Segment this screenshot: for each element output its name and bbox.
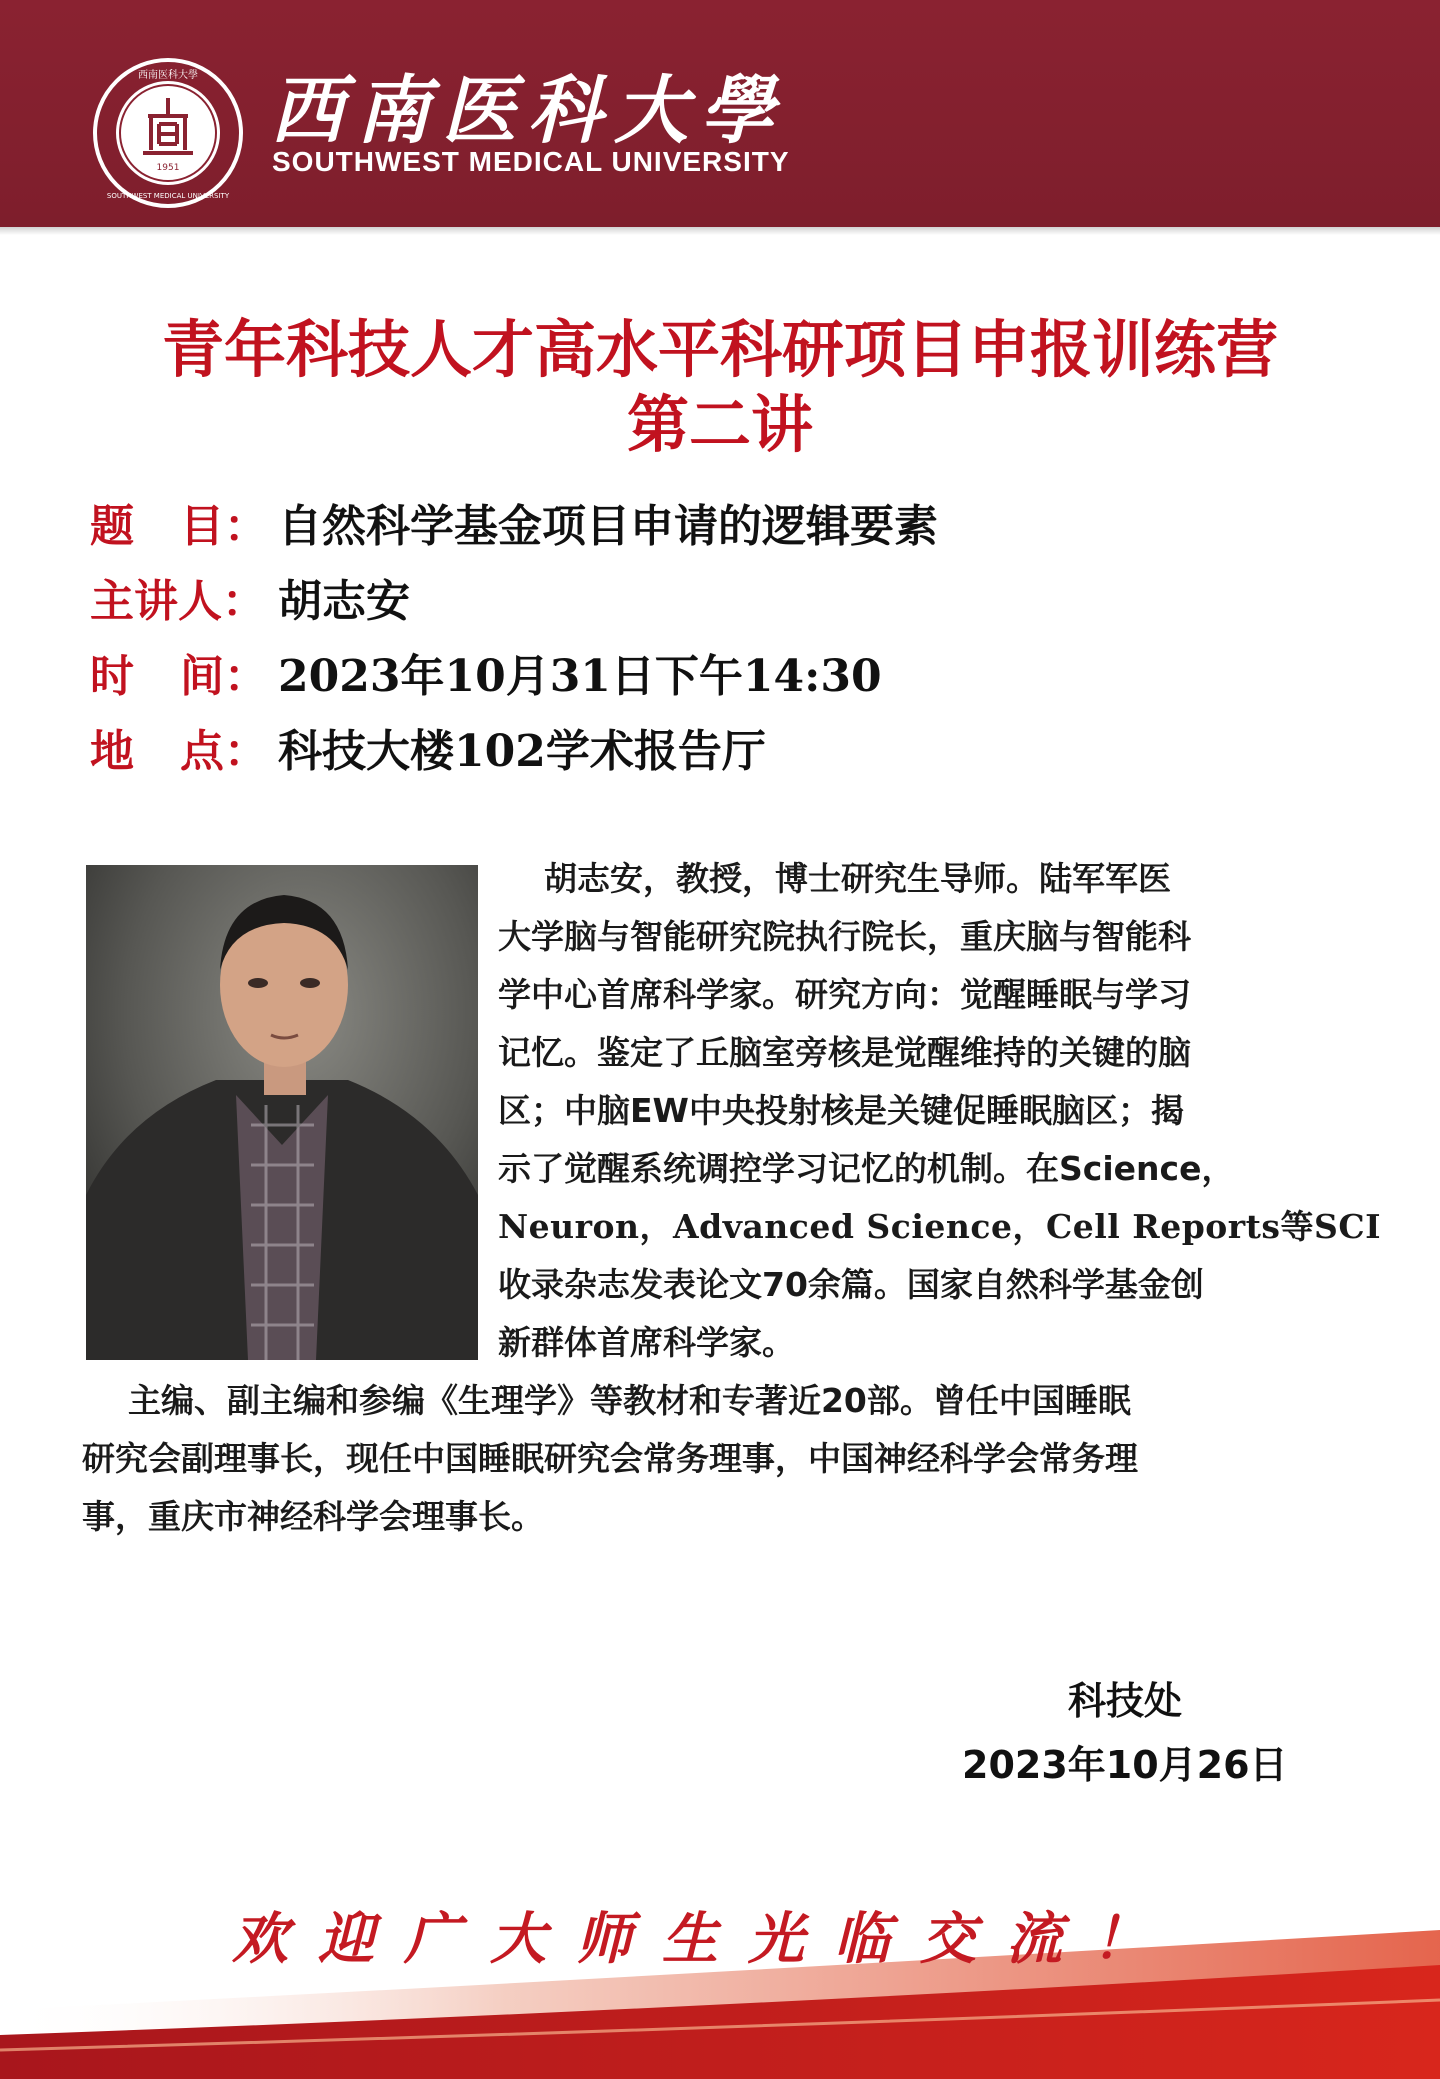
welcome-slogan: 欢迎广大师生光临交流！ xyxy=(232,1906,1178,1972)
bio-line: 学中心首席科学家。研究方向：觉醒睡眠与学习 xyxy=(498,975,1191,1014)
university-name-cn: 西南医科大學 xyxy=(270,68,786,154)
university-name-en: SOUTHWEST MEDICAL UNIVERSITY xyxy=(272,146,790,177)
page-title: 青年科技人才高水平科研项目申报训练营 xyxy=(161,313,1278,386)
bio-line: 大学脑与智能研究院执行院长，重庆脑与智能科 xyxy=(498,917,1191,956)
issuing-department: 科技处 xyxy=(1068,1679,1183,1723)
seal-ring-text: 西南医科大學 xyxy=(138,70,198,81)
seal-year: 1951 xyxy=(156,163,180,173)
bio-line: 胡志安，教授，博士研究生导师。陆军军医 xyxy=(498,859,1171,898)
speaker-bio-continued xyxy=(82,1372,1322,1546)
info-time xyxy=(90,640,882,700)
bio-line: 记忆。鉴定了丘脑室旁核是觉醒维持的关键的脑 xyxy=(498,1033,1191,1072)
time-value: 2023年10月31日下午14:30 xyxy=(278,651,882,702)
header-shadow xyxy=(0,227,1440,235)
bio-line: 新群体首席科学家。 xyxy=(498,1323,795,1362)
header-banner xyxy=(0,0,1440,227)
topic-label: 题 目： xyxy=(90,501,268,552)
info-topic xyxy=(90,490,938,550)
bio-line: Neuron，Advanced Science，Cell Reports等SCI xyxy=(498,1207,1382,1246)
topic-value: 自然科学基金项目申请的逻辑要素 xyxy=(278,501,938,552)
speaker-photo xyxy=(86,865,478,1360)
bio-line: 主编、副主编和参编《生理学》等教材和专著近20部。曾任中国睡眠 xyxy=(82,1381,1131,1420)
speaker-label: 主讲人： xyxy=(90,576,266,627)
bio-line: 区；中脑EW中央投射核是关键促睡眠脑区；揭 xyxy=(498,1091,1184,1130)
bio-line: 示了觉醒系统调控学习记忆的机制。在Science， xyxy=(498,1149,1235,1188)
info-place xyxy=(90,715,766,775)
place-value: 科技大楼102学术报告厅 xyxy=(278,726,766,777)
bio-line: 收录杂志发表论文70余篇。国家自然科学基金创 xyxy=(498,1265,1204,1304)
info-speaker xyxy=(90,565,410,625)
speaker-bio xyxy=(498,850,1382,1372)
page-subtitle: 第二讲 xyxy=(626,388,813,461)
university-seal-logo xyxy=(93,58,243,208)
speaker-value: 胡志安 xyxy=(278,576,410,627)
bio-line: 研究会副理事长，现任中国睡眠研究会常务理事，中国神经科学会常务理 xyxy=(82,1439,1138,1478)
time-label: 时 间： xyxy=(90,651,268,702)
issue-date: 2023年10月26日 xyxy=(962,1743,1288,1787)
bio-line: 事，重庆市神经科学会理事长。 xyxy=(82,1497,544,1536)
place-label: 地 点： xyxy=(90,726,268,777)
seal-ring-en: SOUTHWEST MEDICAL UNIVERSITY xyxy=(106,192,230,200)
